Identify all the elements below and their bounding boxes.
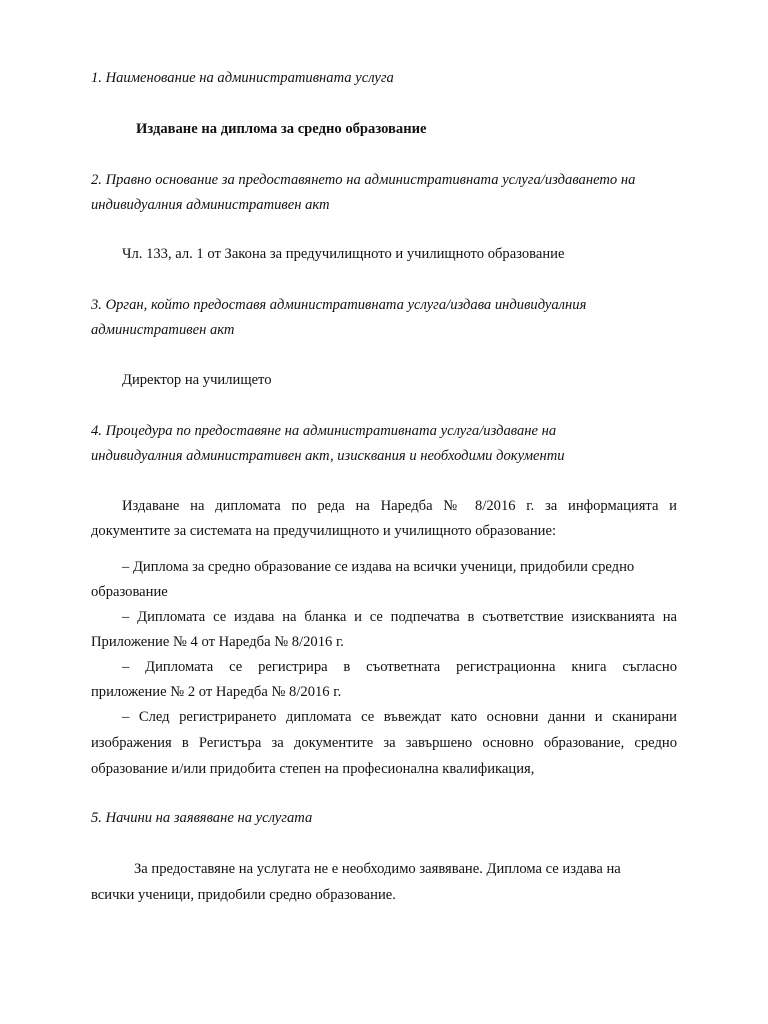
bullet-4-line1: – След регистрирането дипломата се въвеждат като основни данни и сканирани bbox=[122, 709, 677, 725]
section-2-heading-line1: 2. Правно основание за предоставянето на административната услуга/издаването на bbox=[91, 172, 636, 188]
bullet-2-line1: – Дипломата се издава на бланка и се подпечатва в съответствие изискванията на bbox=[122, 609, 677, 625]
section-1-title: Издаване на диплома за средно образование bbox=[136, 121, 427, 137]
section-5-body-line2: всички ученици, придобили средно образование. bbox=[91, 887, 396, 903]
bullet-1-line2: образование bbox=[91, 584, 168, 600]
section-5-body-line1: За предоставяне на услугата не е необходимо заявяване. Диплома се издава на bbox=[134, 861, 621, 877]
bullet-4-line3: образование и/или придобита степен на професионална квалификация, bbox=[91, 761, 535, 777]
section-3-body: Директор на училището bbox=[122, 372, 272, 388]
section-1-heading: 1. Наименование на административната услуга bbox=[91, 70, 394, 86]
section-4-intro-line1: Издаване на дипломата по реда на Наредба № 8/2016 г. за информацията и bbox=[122, 498, 677, 514]
bullet-4-line2: изображения в Регистъра за документите за завършено основно образование, средно bbox=[91, 735, 677, 751]
section-3-heading-line1: 3. Орган, който предоставя административната услуга/издава индивидуалния bbox=[91, 297, 587, 313]
section-2-heading-line2: индивидуалния административен акт bbox=[91, 197, 330, 213]
section-4-intro-line2: документите за системата на предучилищното и училищното образование: bbox=[91, 523, 557, 539]
section-3-heading-line2: административен акт bbox=[91, 322, 235, 338]
section-4-heading-line2: индивидуалния административен акт, изисквания и необходими документи bbox=[91, 448, 565, 464]
section-5-heading: 5. Начини на заявяване на услугата bbox=[91, 810, 313, 826]
bullet-3-line1: – Дипломата се регистрира в съответната регистрационна книга съгласно bbox=[122, 659, 677, 675]
section-2-body: Чл. 133, ал. 1 от Закона за предучилищното и училищното образование bbox=[122, 246, 565, 262]
bullet-3-line2: приложение № 2 от Наредба № 8/2016 г. bbox=[91, 684, 342, 700]
section-4-heading-line1: 4. Процедура по предоставяне на административната услуга/издаване на bbox=[91, 423, 557, 439]
bullet-1-line1: – Диплома за средно образование се издава на всички ученици, придобили средно bbox=[122, 559, 635, 575]
bullet-2-line2: Приложение № 4 от Наредба № 8/2016 г. bbox=[91, 634, 344, 650]
